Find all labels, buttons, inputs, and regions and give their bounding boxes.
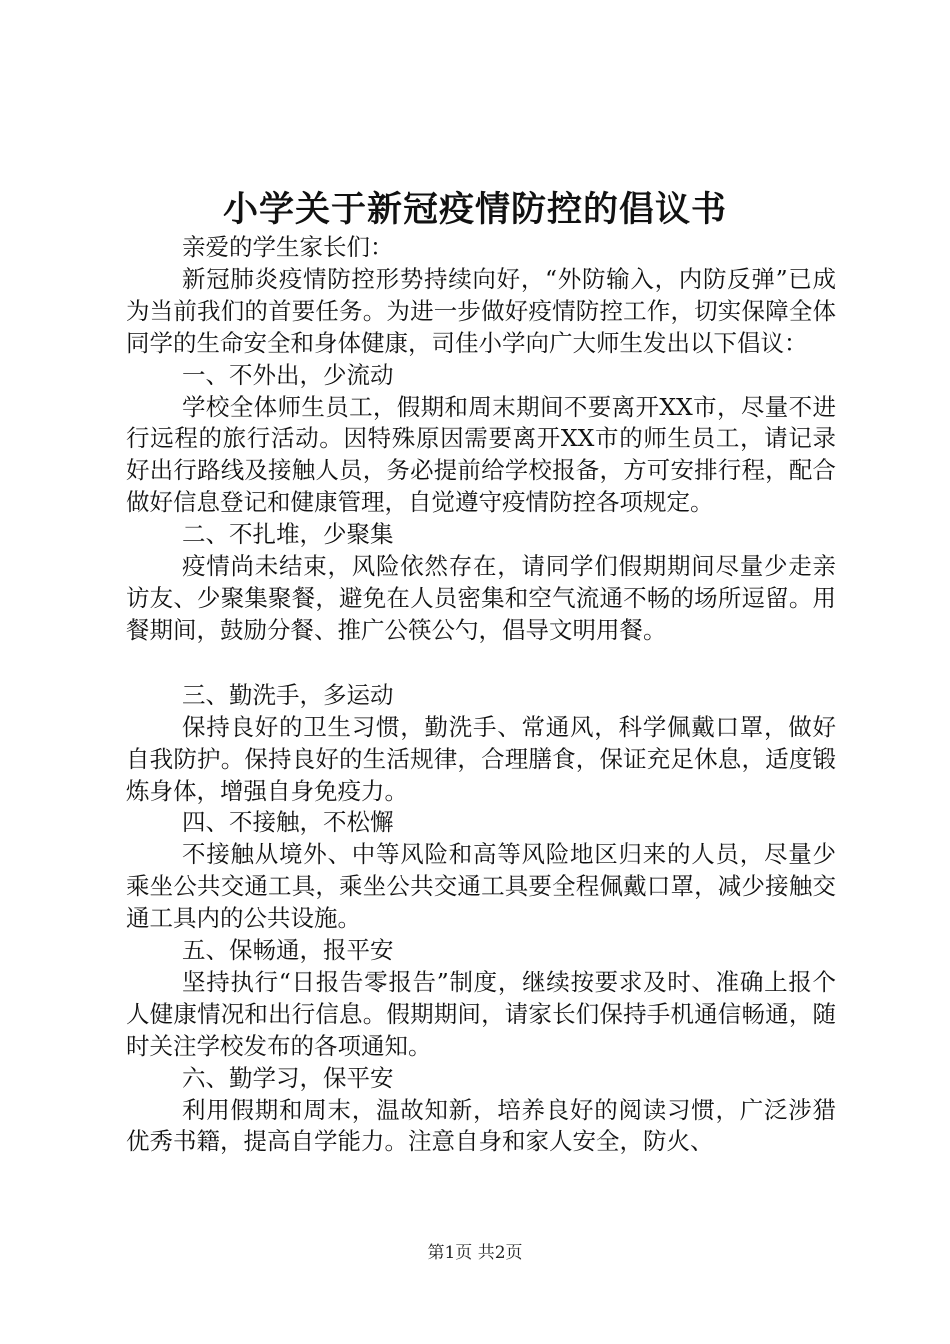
section-body-3: 保持良好的卫生习惯，勤洗手、常通风，科学佩戴口罩，做好自我防护。保持良好的生活规律，合理膳食，保证充足休息，适度锻炼身体，增强自身免疫力。 [126, 712, 836, 805]
page-number-footer: 第1页 共2页 [427, 1243, 523, 1263]
section-heading-6: 六、勤学习，保平安 [182, 1063, 394, 1092]
intro-paragraph: 新冠肺炎疫情防控形势持续向好，“外防输入，内防反弹”已成为当前我们的首要任务。为进一步做好疫情防控工作，切实保障全体同学的生命安全和身体健康，司佳小学向广大师生发出以下倡议： [126, 264, 836, 357]
document-body [126, 232, 836, 1158]
section-body-2: 疫情尚未结束，风险依然存在，请同学们假期期间尽量少走亲访友、少聚集聚餐，避免在人员密集和空气流通不畅的场所逗留。用餐期间，鼓励分餐、推广公筷公勺，倡导文明用餐。 [126, 552, 836, 644]
section-heading-4: 四、不接触，不松懈 [182, 808, 394, 837]
section-heading-1: 一、不外出，少流动 [182, 360, 394, 389]
paragraph-spacer [126, 647, 836, 680]
section-heading-3: 三、勤洗手，多运动 [182, 680, 394, 709]
section-heading-2: 二、不扎堆，少聚集 [182, 520, 394, 549]
section-body-1: 学校全体师生员工，假期和周末期间不要离开XX市，尽量不进行远程的旅行活动。因特殊原因需要离开XX市的师生员工，请记录好出行路线及接触人员，务必提前给学校报备，方可安排行程，配合做好信息登记和健康管理，自觉遵守疫情防控各项规定。 [126, 392, 836, 517]
section-heading-5: 五、保畅通，报平安 [182, 936, 394, 965]
document-title: 小学关于新冠疫情防控的倡议书 [222, 189, 727, 230]
section-body-4: 不接触从境外、中等风险和高等风险地区归来的人员，尽量少乘坐公共交通工具，乘坐公共交通工具要全程佩戴口罩，减少接触交通工具内的公共设施。 [126, 840, 836, 933]
greeting-line: 亲爱的学生家长们： [182, 233, 394, 261]
section-body-5: 坚持执行“日报告零报告”制度，继续按要求及时、准确上报个人健康情况和出行信息。假期期间，请家长们保持手机通信畅通，随时关注学校发布的各项通知。 [126, 967, 836, 1060]
section-body-6: 利用假期和周末，温故知新，培养良好的阅读习惯，广泛涉猎优秀书籍，提高自学能力。注意自身和家人安全，防火、 [126, 1095, 836, 1156]
